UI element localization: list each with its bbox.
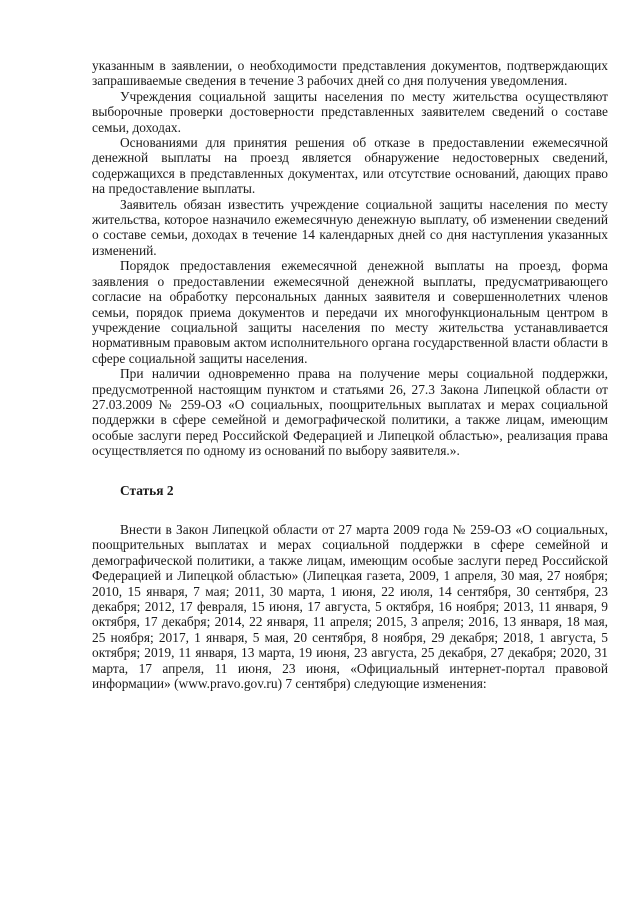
paragraph-article-2-amendments: Внести в Закон Липецкой области от 27 марта 2009 года № 259-ОЗ «О социальных, поощрительных выплатах и мерах социальной поддержки в сфере семейной и демографической политики, а также лицам, имеющим особые заслуги перед Российской Федерацией и Липецкой областью» (Липецкая газета, 2009, 1 апреля, 30 мая, 27 ноября; 2010, 15 января, 7 мая; 2011, 30 марта, 1 июня, 22 июля, 14 сентября, 30 сентября, 23 декабря; 2012, 17 февраля, 15 июня, 17 августа, 5 октября, 16 ноября; 2013, 11 января, 9 октября, 17 декабря; 2014, 22 января, 11 апреля; 2015, 3 апреля; 2016, 13 января, 18 мая, 25 ноября; 2017, 1 января, 5 мая, 20 сентября, 8 ноября, 29 декабря; 2018, 1 августа, 5 октября; 2019, 11 января, 13 марта, 19 июня, 23 августа, 25 декабря, 27 декабря; 2020, 31 марта, 17 апреля, 11 июня, 23 июня, «Официальный интернет-портал правовой информации» (www.pravo.gov.ru) 7 сентября) следующие изменения: [92, 521, 608, 692]
paragraph-notify-changes: Заявитель обязан известить учреждение социальной защиты населения по месту жительства, которое назначило ежемесячную денежную выплату, об изменении сведений о составе семьи, доходах в течение 14 календарных дней со дня наступления указанных изменений. [92, 196, 608, 258]
paragraph-notification-continuation: указанным в заявлении, о необходимости представления документов, подтверждающих запрашиваемые сведения в течение 3 рабочих дней со дня получения уведомления. [92, 58, 608, 89]
document-page [92, 58, 608, 691]
paragraph-concurrent-rights: При наличии одновременно права на получение меры социальной поддержки, предусмотренной настоящим пунктом и статьями 26, 27.3 Закона Липецкой области от 27.03.2009 № 259-ОЗ «О социальных, поощрительных выплатах и мерах социальной поддержки в сфере семейной и демографической политики, а также лицам, имеющим особые заслуги перед Российской Федерацией и Липецкой областью», реализация права осуществляется по одному из оснований по выбору заявителя.». [92, 366, 608, 459]
paragraph-procedure: Порядок предоставления ежемесячной денежной выплаты на проезд, форма заявления о предоставлении ежемесячной денежной выплаты, предусматривающего согласие на обработку персональных данных заявителя и совершеннолетних членов семьи, порядок приема документов и передачи их многофункциональным центром в учреждение социальной защиты населения по месту жительства устанавливается нормативным правовым актом исполнительного органа государственной власти области в сфере социальной защиты населения. [92, 258, 608, 366]
paragraph-refusal-grounds: Основаниями для принятия решения об отказе в предоставлении ежемесячной денежной выплаты на проезд является обнаружение недостоверных сведений, содержащихся в представленных документах, или отсутствие оснований, дающих право на предоставление выплаты. [92, 135, 608, 197]
paragraph-verification: Учреждения социальной защиты населения по месту жительства осуществляют выборочные проверки достоверности представленных заявителем сведений о составе семьи, доходах. [92, 88, 608, 135]
article-heading: Статья 2 [120, 482, 174, 498]
